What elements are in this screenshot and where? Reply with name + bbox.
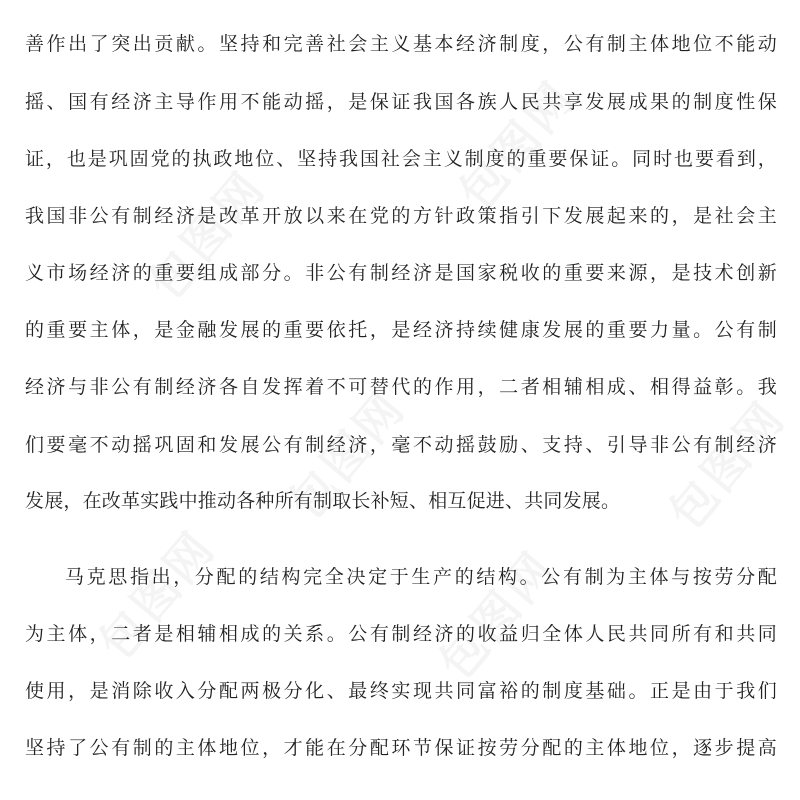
watermark: 包图网: [138, 160, 277, 310]
text-line: 我国非公有制经济是改革开放以来在党的方针政策指引下发展起来的，是社会主: [25, 205, 777, 227]
text-line: 义市场经济的重要组成部分。非公有制经济是国家税收的重要来源，是技术创新: [25, 262, 777, 284]
watermark: 包图网: [658, 390, 797, 540]
watermark: 包图网: [428, 540, 567, 690]
text-line: 善作出了突出贡献。坚持和完善社会主义基本经济制度，公有制主体地位不能动: [25, 33, 777, 55]
text-line: 的重要主体，是金融发展的重要依托，是经济持续健康发展的重要力量。公有制: [25, 319, 777, 341]
text-line: 为主体，二者是相辅相成的关系。公有制经济的收益归全体人民共同所有和共同: [25, 623, 777, 645]
text-line: 使用，是消除收入分配两极分化、最终实现共同富裕的制度基础。正是由于我们: [25, 680, 777, 702]
text-line: 摇、国有经济主导作用不能动摇，是保证我国各族人民共享发展成果的制度性保: [25, 91, 777, 113]
text-line: 发展，在改革实践中推动各种所有制取长补短、相互促进、共同发展。: [25, 490, 621, 512]
watermark: 包图网: [88, 520, 227, 670]
text-line: 马克思指出，分配的结构完全决定于生产的结构。公有制为主体与按劳分配: [65, 566, 777, 588]
text-line: 经济与非公有制经济各自发挥着不可替代的作用，二者相辅相成、相得益彰。我: [25, 376, 777, 398]
watermark: 包图网: [278, 380, 417, 530]
watermark: 包图网: [448, 70, 587, 220]
text-line: 们要毫不动摇巩固和发展公有制经济，毫不动摇鼓励、支持、引导非公有制经济: [25, 434, 777, 456]
text-line: 证，也是巩固党的执政地位、坚持我国社会主义制度的重要保证。同时也要看到，: [25, 148, 777, 170]
text-line: 坚持了公有制的主体地位，才能在分配环节保证按劳分配的主体地位，逐步提高: [25, 737, 777, 759]
